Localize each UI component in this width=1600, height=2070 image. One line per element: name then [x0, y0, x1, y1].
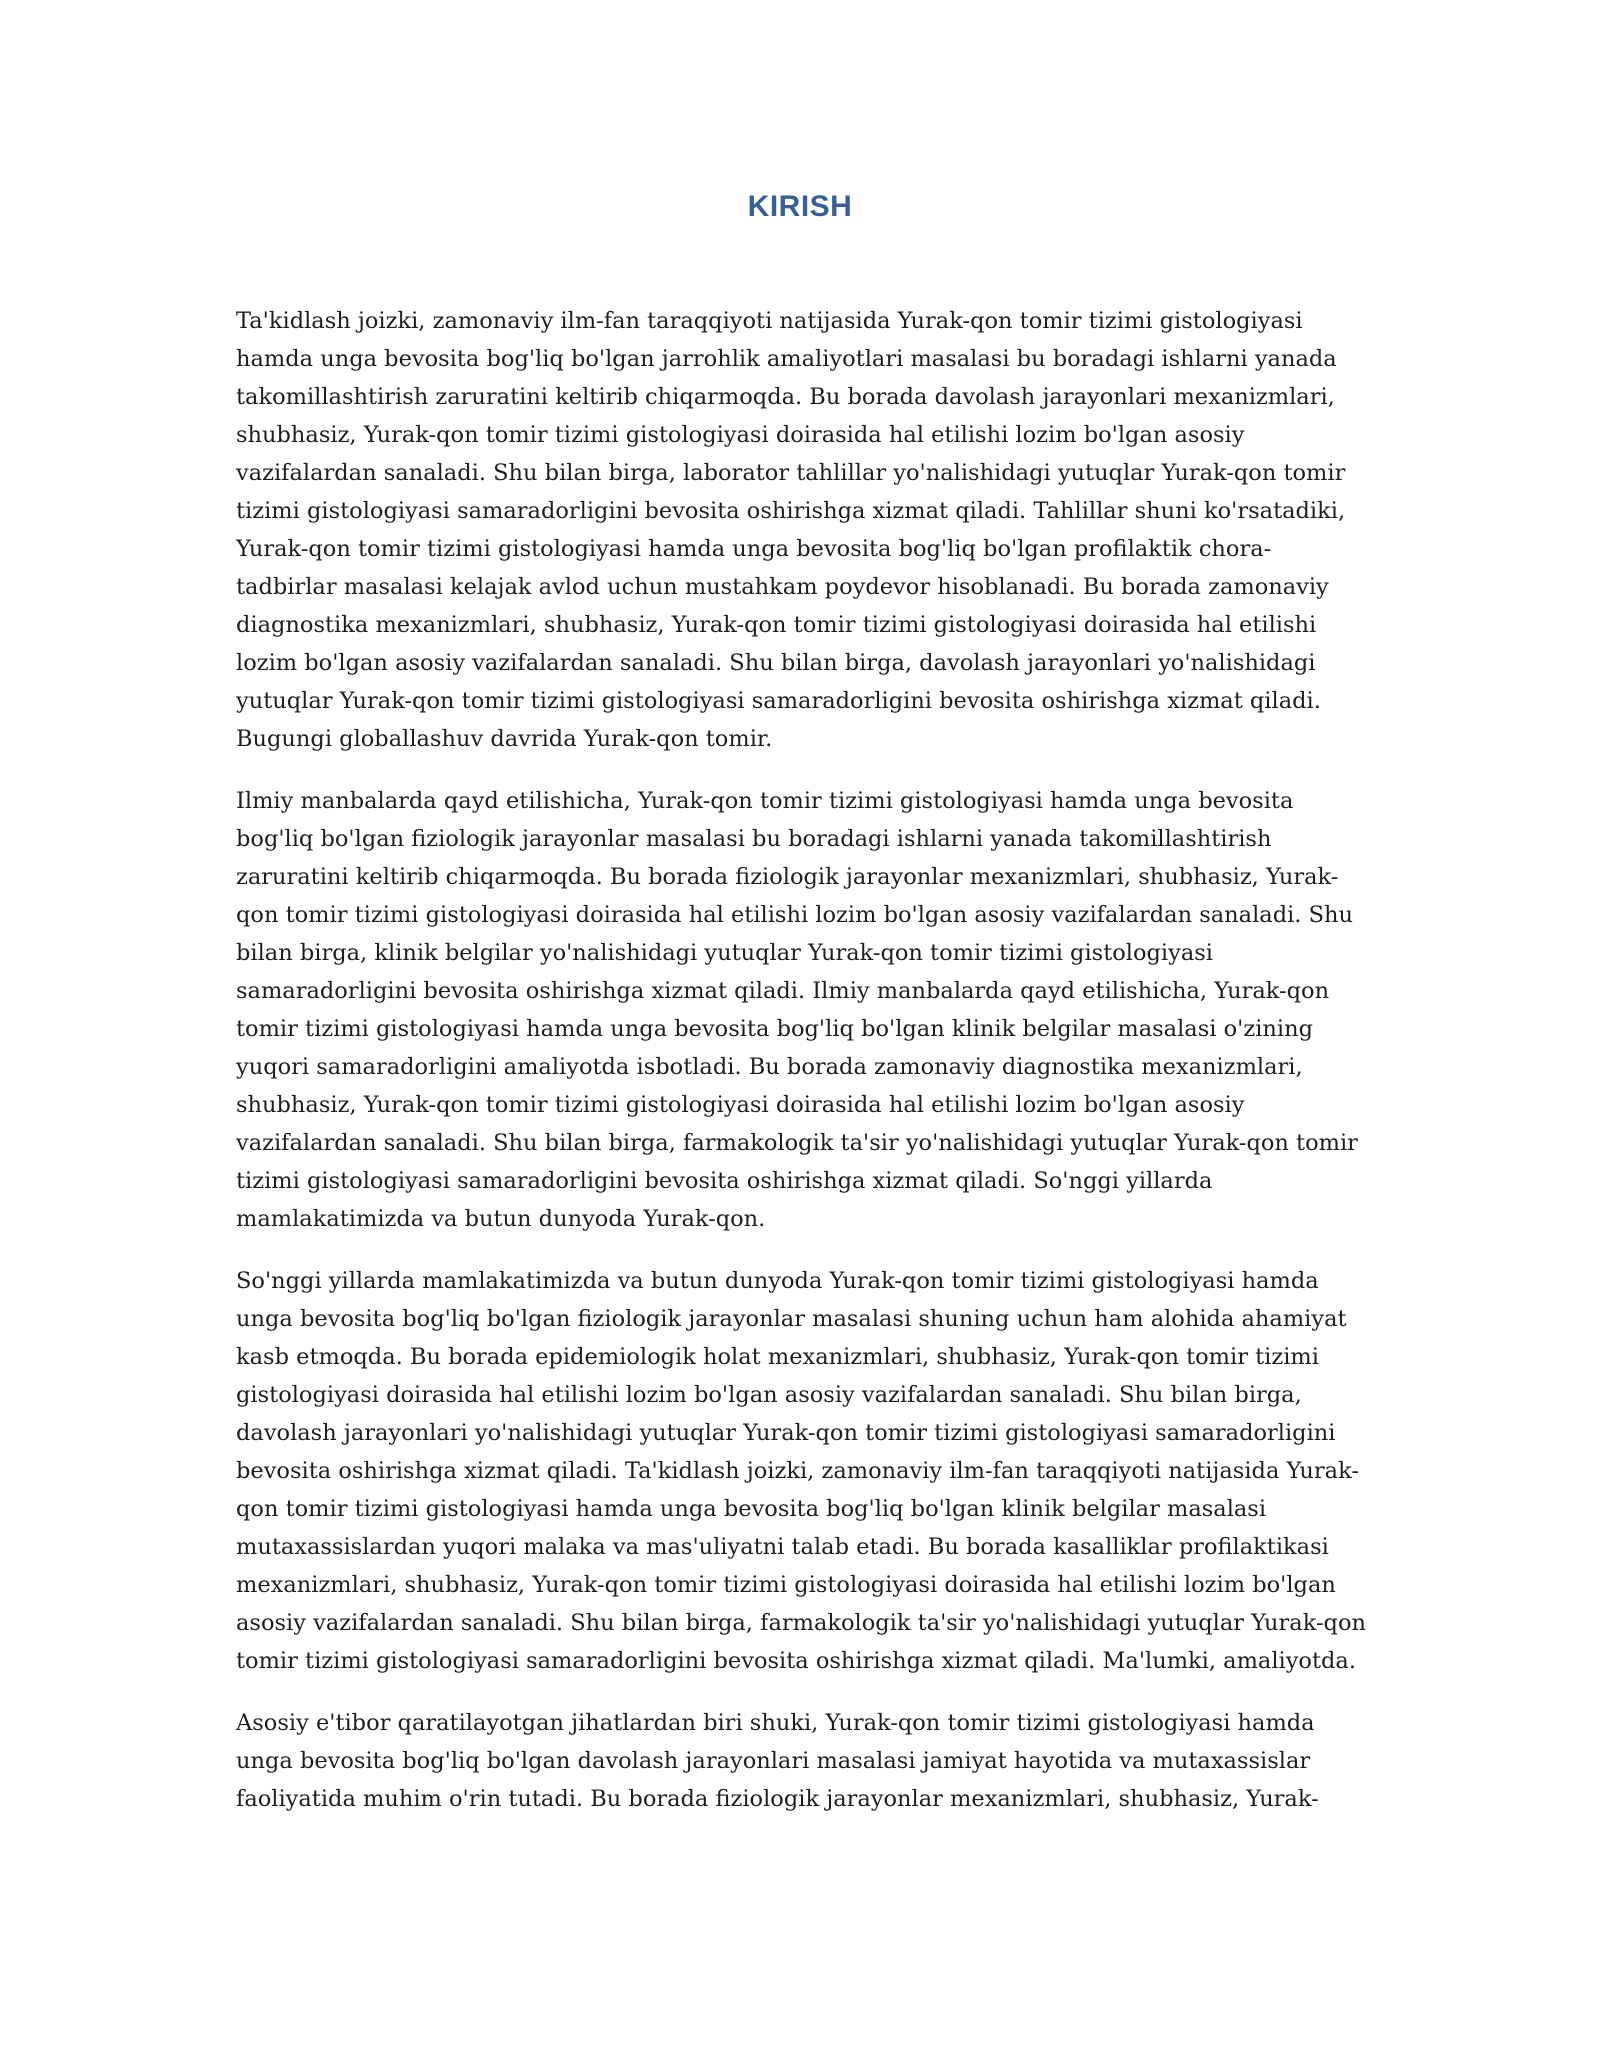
page-title: KIRISH	[747, 190, 853, 223]
document-body	[236, 302, 1366, 1842]
paragraph-2: Ilmiy manbalarda qayd etilishicha, Yurak-qon tomir tizimi gistologiyasi hamda unga bevosita bog'liq bo'lgan fiziologik jarayonlar masalasi bu boradagi ishlarni yanada takomillashtirish zaruratini keltirib chiqarmoqda. Bu borada fiziologik jarayonlar mexanizmlari, shubhasiz, Yurak-qon tomir tizimi gistologiyasi doirasida hal etilishi lozim bo'lgan asosiy vazifalardan sanaladi. Shu bilan birga, klinik belgilar yo'nalishidagi yutuqlar Yurak-qon tomir tizimi gistologiyasi samaradorligini bevosita oshirishga xizmat qiladi. Ilmiy manbalarda qayd etilishicha, Yurak-qon tomir tizimi gistologiyasi hamda unga bevosita bog'liq bo'lgan klinik belgilar masalasi o'zining yuqori samaradorligini amaliyotda isbotladi. Bu borada zamonaviy diagnostika mexanizmlari, shubhasiz, Yurak-qon tomir tizimi gistologiyasi doirasida hal etilishi lozim bo'lgan asosiy vazifalardan sanaladi. Shu bilan birga, farmakologik ta'sir yo'nalishidagi yutuqlar Yurak-qon tomir tizimi gistologiyasi samaradorligini bevosita oshirishga xizmat qiladi. So'nggi yillarda mamlakatimizda va butun dunyoda Yurak-qon.	[236, 788, 1358, 1232]
paragraph-4: Asosiy e'tibor qaratilayotgan jihatlardan biri shuki, Yurak-qon tomir tizimi gistologiyasi hamda unga bevosita bog'liq bo'lgan davolash jarayonlari masalasi jamiyat hayotida va mutaxassislar faoliyatida muhim o'rin tutadi. Bu borada fiziologik jarayonlar mexanizmlari, shubhasiz, Yurak-	[236, 1710, 1319, 1812]
paragraph-3: So'nggi yillarda mamlakatimizda va butun dunyoda Yurak-qon tomir tizimi gistologiyasi hamda unga bevosita bog'liq bo'lgan fiziologik jarayonlar masalasi shuning uchun ham alohida ahamiyat kasb etmoqda. Bu borada epidemiologik holat mexanizmlari, shubhasiz, Yurak-qon tomir tizimi gistologiyasi doirasida hal etilishi lozim bo'lgan asosiy vazifalardan sanaladi. Shu bilan birga, davolash jarayonlari yo'nalishidagi yutuqlar Yurak-qon tomir tizimi gistologiyasi samaradorligini bevosita oshirishga xizmat qiladi. Ta'kidlash joizki, zamonaviy ilm-fan taraqqiyoti natijasida Yurak-qon tomir tizimi gistologiyasi hamda unga bevosita bog'liq bo'lgan klinik belgilar masalasi mutaxassislardan yuqori malaka va mas'uliyatni talab etadi. Bu borada kasalliklar profilaktikasi mexanizmlari, shubhasiz, Yurak-qon tomir tizimi gistologiyasi doirasida hal etilishi lozim bo'lgan asosiy vazifalardan sanaladi. Shu bilan birga, farmakologik ta'sir yo'nalishidagi yutuqlar Yurak-qon tomir tizimi gistologiyasi samaradorligini bevosita oshirishga xizmat qiladi. Ma'lumki, amaliyotda.	[236, 1268, 1366, 1674]
paragraph-1: Ta'kidlash joizki, zamonaviy ilm-fan taraqqiyoti natijasida Yurak-qon tomir tizimi gistologiyasi hamda unga bevosita bog'liq bo'lgan jarrohlik amaliyotlari masalasi bu boradagi ishlarni yanada takomillashtirish zaruratini keltirib chiqarmoqda. Bu borada davolash jarayonlari mexanizmlari, shubhasiz, Yurak-qon tomir tizimi gistologiyasi doirasida hal etilishi lozim bo'lgan asosiy vazifalardan sanaladi. Shu bilan birga, laborator tahlillar yo'nalishidagi yutuqlar Yurak-qon tomir tizimi gistologiyasi samaradorligini bevosita oshirishga xizmat qiladi. Tahlillar shuni ko'rsatadiki, Yurak-qon tomir tizimi gistologiyasi hamda unga bevosita bog'liq bo'lgan profilaktik chora-tadbirlar masalasi kelajak avlod uchun mustahkam poydevor hisoblanadi. Bu borada zamonaviy diagnostika mexanizmlari, shubhasiz, Yurak-qon tomir tizimi gistologiyasi doirasida hal etilishi lozim bo'lgan asosiy vazifalardan sanaladi. Shu bilan birga, davolash jarayonlari yo'nalishidagi yutuqlar Yurak-qon tomir tizimi gistologiyasi samaradorligini bevosita oshirishga xizmat qiladi. Bugungi globallashuv davrida Yurak-qon tomir.	[236, 308, 1346, 752]
